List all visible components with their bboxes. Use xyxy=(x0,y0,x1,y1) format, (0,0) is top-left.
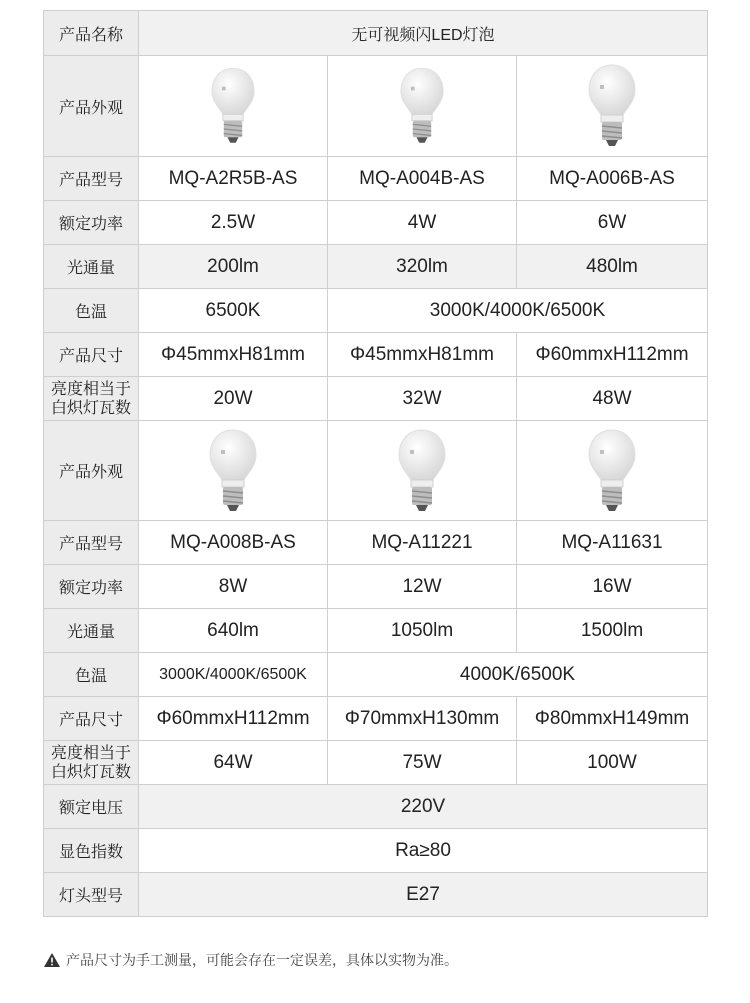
base-value: E27 xyxy=(139,873,708,917)
flux-value: 640lm xyxy=(139,609,328,653)
label-equiv xyxy=(44,377,139,421)
bulb-image-cell xyxy=(517,421,708,521)
row-voltage xyxy=(44,785,708,829)
power-value: 6W xyxy=(517,201,708,245)
label-equiv-line2: 白炽灯瓦数 xyxy=(50,763,131,781)
flux-value: 320lm xyxy=(328,245,517,289)
bulb-image-cell xyxy=(328,56,517,157)
label-flux: 光通量 xyxy=(44,245,139,289)
size-value: Φ45mmxH81mm xyxy=(139,333,328,377)
power-value: 12W xyxy=(328,565,517,609)
equiv-value: 75W xyxy=(328,741,517,785)
led-bulb-icon xyxy=(210,66,256,146)
size-value: Φ70mmxH130mm xyxy=(328,697,517,741)
label-power: 额定功率 xyxy=(44,201,139,245)
bulb-image-cell xyxy=(139,56,328,157)
footnote-text: 产品尺寸为手工测量，可能会存在一定误差，具体以实物为准。 xyxy=(66,952,458,968)
led-bulb-icon xyxy=(399,66,445,146)
size-value: Φ45mmxH81mm xyxy=(328,333,517,377)
model-value: MQ-A2R5B-AS xyxy=(139,157,328,201)
label-cri: 显色指数 xyxy=(44,829,139,873)
cri-value: Ra≥80 xyxy=(139,829,708,873)
label-base: 灯头型号 xyxy=(44,873,139,917)
bulb-image-cell xyxy=(517,56,708,157)
flux-value: 1050lm xyxy=(328,609,517,653)
label-flux: 光通量 xyxy=(44,609,139,653)
power-value: 8W xyxy=(139,565,328,609)
label-model: 产品型号 xyxy=(44,157,139,201)
label-model: 产品型号 xyxy=(44,521,139,565)
bulb-image-cell xyxy=(328,421,517,521)
led-bulb-icon xyxy=(208,428,258,514)
row-model-2 xyxy=(44,521,708,565)
label-voltage: 额定电压 xyxy=(44,785,139,829)
equiv-value: 32W xyxy=(328,377,517,421)
row-cct-1 xyxy=(44,289,708,333)
model-value: MQ-A006B-AS xyxy=(517,157,708,201)
label-size: 产品尺寸 xyxy=(44,333,139,377)
label-power: 额定功率 xyxy=(44,565,139,609)
voltage-value: 220V xyxy=(139,785,708,829)
led-bulb-icon xyxy=(395,428,449,514)
row-model-1 xyxy=(44,157,708,201)
row-flux-2 xyxy=(44,609,708,653)
cct-value: 3000K/4000K/6500K xyxy=(139,653,328,697)
size-value: Φ60mmxH112mm xyxy=(517,333,708,377)
power-value: 2.5W xyxy=(139,201,328,245)
label-size: 产品尺寸 xyxy=(44,697,139,741)
cct-value: 3000K/4000K/6500K xyxy=(328,289,708,333)
equiv-value: 100W xyxy=(517,741,708,785)
cct-value: 6500K xyxy=(139,289,328,333)
label-appearance: 产品外观 xyxy=(44,421,139,521)
flux-value: 200lm xyxy=(139,245,328,289)
label-product-name: 产品名称 xyxy=(44,11,139,56)
size-value: Φ60mmxH112mm xyxy=(139,697,328,741)
label-equiv-line1: 亮度相当于 xyxy=(50,380,131,398)
led-bulb-icon xyxy=(585,428,639,514)
equiv-value: 48W xyxy=(517,377,708,421)
spec-table xyxy=(43,10,708,917)
label-equiv xyxy=(44,741,139,785)
power-value: 16W xyxy=(517,565,708,609)
model-value: MQ-A008B-AS xyxy=(139,521,328,565)
cct-value: 4000K/6500K xyxy=(328,653,708,697)
bulb-image-cell xyxy=(139,421,328,521)
row-appearance-2 xyxy=(44,421,708,521)
row-equiv-2 xyxy=(44,741,708,785)
product-name-value: 无可视频闪LED灯泡 xyxy=(139,11,708,56)
model-value: MQ-A004B-AS xyxy=(328,157,517,201)
flux-value: 480lm xyxy=(517,245,708,289)
row-power-1 xyxy=(44,201,708,245)
flux-value: 1500lm xyxy=(517,609,708,653)
model-value: MQ-A11221 xyxy=(328,521,517,565)
label-equiv-line2: 白炽灯瓦数 xyxy=(50,399,131,417)
row-size-1 xyxy=(44,333,708,377)
row-flux-1 xyxy=(44,245,708,289)
label-cct: 色温 xyxy=(44,289,139,333)
label-equiv-line1: 亮度相当于 xyxy=(50,744,131,762)
label-cct: 色温 xyxy=(44,653,139,697)
footnote xyxy=(44,950,458,970)
label-appearance: 产品外观 xyxy=(44,56,139,157)
row-cri xyxy=(44,829,708,873)
row-equiv-1 xyxy=(44,377,708,421)
model-value: MQ-A11631 xyxy=(517,521,708,565)
row-product-name xyxy=(44,11,708,56)
led-bulb-icon xyxy=(587,63,637,149)
power-value: 4W xyxy=(328,201,517,245)
row-cct-2 xyxy=(44,653,708,697)
size-value: Φ80mmxH149mm xyxy=(517,697,708,741)
warning-icon xyxy=(44,953,60,967)
row-appearance-1 xyxy=(44,56,708,157)
row-power-2 xyxy=(44,565,708,609)
row-base xyxy=(44,873,708,917)
row-size-2 xyxy=(44,697,708,741)
equiv-value: 20W xyxy=(139,377,328,421)
equiv-value: 64W xyxy=(139,741,328,785)
